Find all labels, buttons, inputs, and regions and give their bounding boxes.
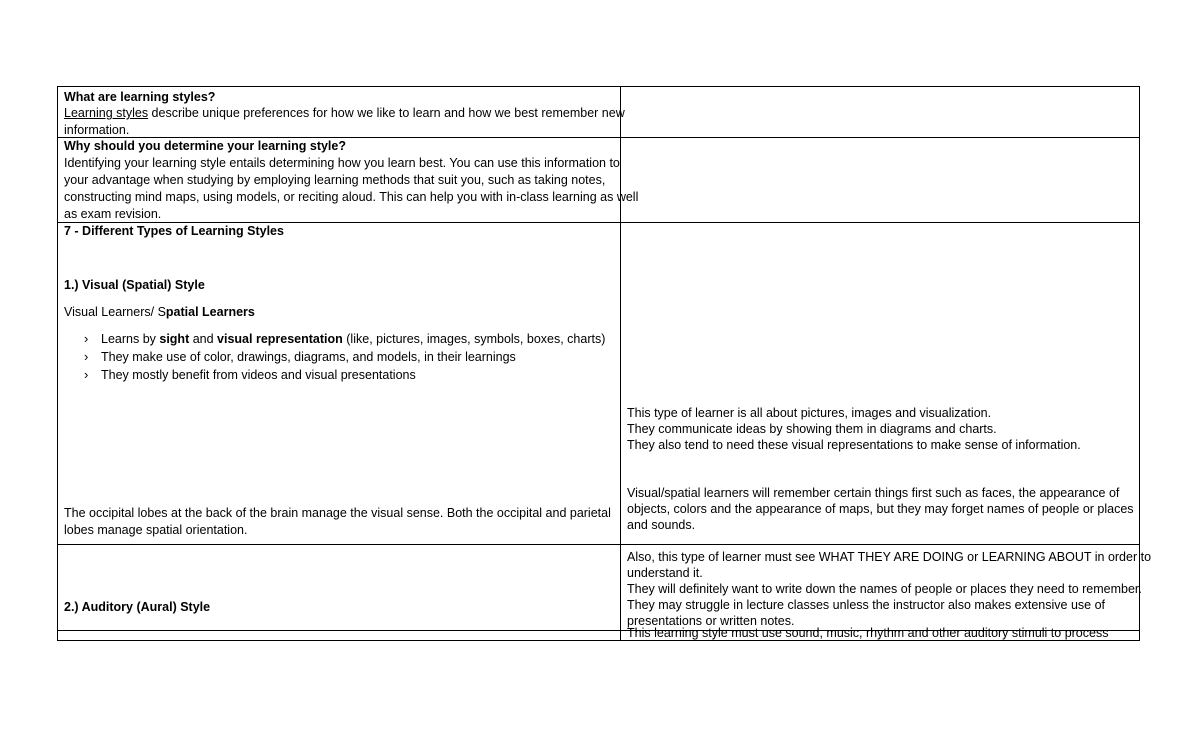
visual-description-line: This type of learner is all about pictures, images and visualization. — [627, 406, 992, 420]
visual-description-line: understand it. — [627, 566, 703, 580]
why-determine-line: Identifying your learning style entails determining how you learn best. You can use this information to — [64, 156, 620, 170]
brain-text-line: lobes manage spatial orientation. — [64, 523, 248, 537]
learning-styles-definition-cont: information. — [64, 123, 130, 137]
chevron-bullet-icon: › — [84, 331, 89, 346]
table-row — [57, 86, 1140, 138]
auditory-style-title: 2.) Auditory (Aural) Style — [64, 600, 211, 614]
list-item: › They make use of color, drawings, diagrams, and models, in their learnings — [84, 349, 516, 364]
table-cell — [621, 87, 1139, 137]
visual-bullet-list — [58, 330, 620, 384]
list-item: › They mostly benefit from videos and visual presentations — [84, 367, 416, 382]
section-title: 7 - Different Types of Learning Styles — [64, 224, 284, 238]
learning-styles-term: Learning styles — [64, 106, 149, 120]
visual-description-line: They will definitely want to write down the names of people or places they need to remember. — [627, 582, 1142, 596]
why-determine-line: your advantage when studying by employing learning methods that suit you, such as taking notes, — [64, 173, 606, 187]
table-row — [57, 222, 1152, 631]
list-item: › Learns by sight and visual representation (like, pictures, images, symbols, boxes, charts) — [84, 331, 606, 346]
visual-style-title: 1.) Visual (Spatial) Style — [64, 278, 205, 292]
visual-subtitle: Visual Learners/ Spatial Learners — [64, 305, 255, 319]
table-cell — [621, 222, 1152, 630]
visual-description-line: Visual/spatial learners will remember certain things first such as faces, the appearance of — [627, 486, 1120, 500]
chevron-bullet-icon: › — [84, 349, 89, 364]
visual-description-line: They communicate ideas by showing them in diagrams and charts. — [627, 422, 997, 436]
why-determine-line: as exam revision. — [64, 207, 162, 221]
learning-styles-table — [57, 86, 1152, 641]
learning-styles-heading: What are learning styles? — [64, 90, 216, 104]
why-determine-heading: Why should you determine your learning style? — [64, 139, 346, 153]
table-cell — [621, 137, 1139, 222]
why-determine-line: constructing mind maps, using models, or reciting aloud. This can help you with in-class learning as well — [64, 190, 639, 204]
visual-description-line: presentations or written notes. — [627, 614, 795, 628]
table-cell — [58, 137, 639, 222]
learning-styles-definition: Learning styles describe unique preferences for how we like to learn and how we best remember new — [64, 106, 625, 120]
visual-description-line: They also tend to need these visual representations to make sense of information. — [627, 438, 1081, 452]
visual-description-line: Also, this type of learner must see WHAT THEY ARE DOING or LEARNING ABOUT in order to — [627, 550, 1152, 564]
table-cell — [58, 87, 625, 137]
auditory-description-line: This learning style must use sound, music, rhythm and other auditory stimuli to process — [627, 626, 1109, 640]
visual-description-line: objects, colors and the appearance of maps, but they may forget names of people or places — [627, 502, 1134, 516]
table-row — [57, 137, 1140, 223]
chevron-bullet-icon: › — [84, 367, 89, 382]
visual-description-line: They may struggle in lecture classes unless the instructor also makes extensive use of — [627, 598, 1105, 612]
brain-text-line: The occipital lobes at the back of the brain manage the visual sense. Both the occipital and parietal — [64, 506, 611, 520]
visual-description-line: and sounds. — [627, 518, 696, 532]
table-cell — [58, 222, 621, 630]
